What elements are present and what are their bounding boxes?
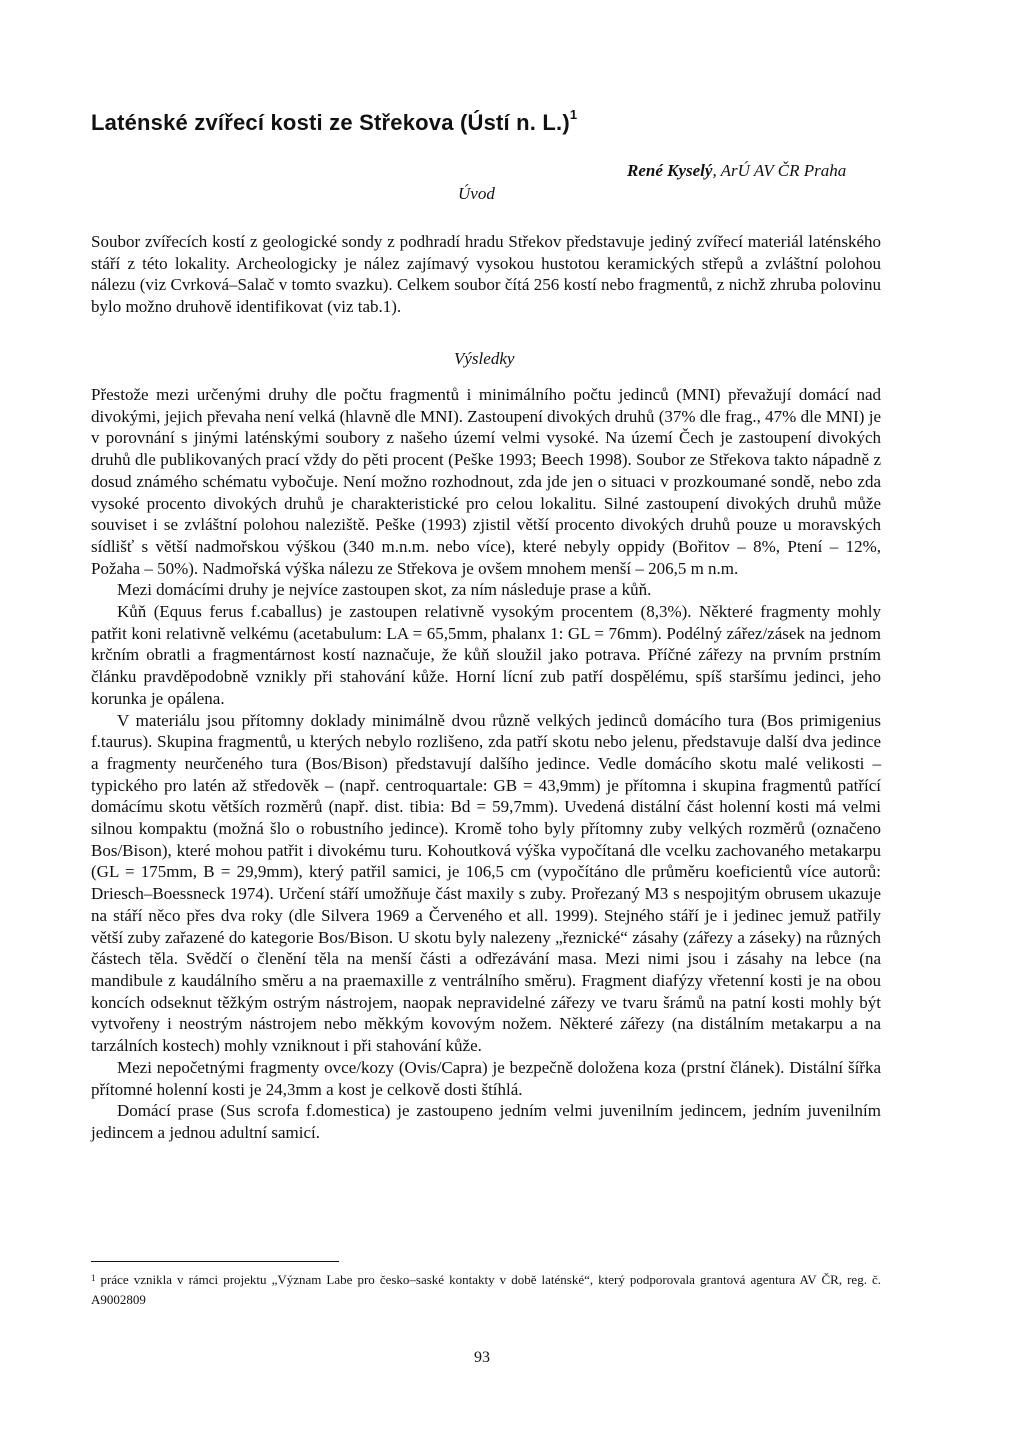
footnote-divider xyxy=(91,1261,339,1262)
paragraph: Soubor zvířecích kostí z geologické sondy z podhradí hradu Střekov představuje jediný zvířecí materiál laténského stáří z této lokality. Archeologicky je nález zajímavý vysokou hustotou keramických střepů a zvláštní polohou nálezu (viz Cvrková–Salač v tomto svazku). Celkem soubor čítá 256 kostí nebo fragmentů, z nichž zhruba polovinu bylo možno druhově identifikovat (viz tab.1). xyxy=(91,232,881,317)
footnote-mark: 1 xyxy=(91,1273,96,1283)
article-title xyxy=(91,107,578,136)
section-heading-vysledky: Výsledky xyxy=(454,349,515,368)
title-text: Laténské zvířecí kosti ze Střekova (Ústí n. L.) xyxy=(91,110,570,135)
author-line xyxy=(627,161,846,181)
title-footnote-mark: 1 xyxy=(569,107,578,122)
footnote-text: práce vznikla v rámci projektu „Význam Labe pro česko–saské kontakty v době laténské“, který podporovala grantová agentura AV ČR, reg. č. A9002809 xyxy=(91,1272,882,1307)
footnote xyxy=(91,1270,881,1310)
section-heading-uvod: Úvod xyxy=(458,184,495,203)
section-body-uvod xyxy=(91,231,881,318)
paragraph: Mezi domácími druhy je nejvíce zastoupen skot, za ním následuje prase a kůň. xyxy=(117,580,652,600)
paragraph: Kůň (Equus ferus f.caballus) je zastoupen relativně vysokým procentem (8,3%). Některé fragmenty mohly patřit koni relativně velkému (acetabulum: LA = 65,5mm, phalanx 1: GL = 76mm). Podélný zářez/zásek na jednom krčním obratli a fragmentárnost kostí naznačuje, že kůň sloužil jako potrava. Příčné zářezy na prvním prstním článku pravděpodobně vznikly při stahování kůže. Horní lícní zub patří dospělému, spíš staršímu jedinci, jeho korunka je opálena. xyxy=(91,602,881,708)
paragraph: Mezi nepočetnými fragmenty ovce/kozy (Ovis/Capra) je bezpečně doložena koza (prstní článek). Distální šířka přítomné holenní kosti je 24,3mm a kost je celkově dosti štíhlá. xyxy=(91,1057,881,1099)
author-name: René Kyselý xyxy=(627,161,713,180)
paragraph: Přestože mezi určenými druhy dle počtu fragmentů i minimálního počtu jedinců (MNI) převažují domácí nad divokými, jejich převaha není velká (hlavně dle MNI). Zastoupení divokých druhů (37% dle frag., 47% dle MNI) je v porovnání s jinými laténskými soubory z našeho území velmi vysoké. Na území Čech je zastoupení divokých druhů dle publikovaných prací vždy do pěti procent (Peške 1993; Beech 1998). Soubor ze Střekova takto nápadně z dosud známého schématu vybočuje. Není možno rozhodnout, zda jde jen o situaci v prozkoumané sondě, nebo zda vysoké procento divokých druhů je charakteristické pro celou lokalitu. Silné zastoupení divokých druhů může souviset i se zvláštní polohou naleziště. Peške (1993) zjistil větší procento divokých druhů pouze u moravských sídlišť s větší nadmořskou výškou (340 m.n.m. nebo více), které nebyly oppidy (Bořitov – 8%, Ptení – 12%, Požaha – 50%). Nadmořská výška nálezu ze Střekova je ovšem mnohem menší – 206,5 m n.m. xyxy=(91,385,881,578)
paragraph: Domácí prase (Sus scrofa f.domestica) je zastoupeno jedním velmi juvenilním jedincem, jedním juvenilním jedincem a jednou adultní samicí. xyxy=(91,1101,881,1142)
author-affiliation: , ArÚ AV ČR Praha xyxy=(712,161,847,180)
page-number: 93 xyxy=(474,1349,490,1366)
section-body-vysledky xyxy=(91,384,881,1144)
paragraph: V materiálu jsou přítomny doklady minimálně dvou různě velkých jedinců domácího tura (Bos primigenius f.taurus). Skupina fragmentů, u kterých nebylo rozlišeno, zda patří skotu nebo jelenu, představuje další dva jedince a fragmenty neurčeného tura (Bos/Bison) představují dalšího jedince. Vedle domácího skotu malé velikosti – typického pro latén až středověk – (např. centroquartale: GB = 43,9mm) je přítomna i skupina fragmentů patřící domácímu skotu větších rozměrů (např. dist. tibia: Bd = 59,7mm). Uvedená distální část holenní kosti má velmi silnou kompaktu (možná šlo o robustního jedince). Kromě toho byly přítomny zuby velkých rozměrů (označeno Bos/Bison), které mohou patřit i divokému turu. Kohoutková výška vypočítaná dle vcelku zachovaného metakarpu (GL = 175mm, B = 29,9mm), který patřil samici, je 106,5 cm (vypočítáno dle průměru koeficientů více autorů: Driesch–Boessneck 1974). Určení stáří umožňuje část maxily s zuby. Prořezaný M3 s nespojitým obrusem ukazuje na stáří něco přes dva roky (dle Silvera 1969 a Červeného et all. 1999). Stejného stáří je i jedinec jemuž patřily větší zuby zařazené do kategorie Bos/Bison. U skotu byly nalezeny „řeznické“ zásahy (zářezy a záseky) na různých částech těla. Svědčí o členění těla na menší části a odřezávání masa. Mezi nimi jsou i zásahy na lebce (na mandibule z kaudálního směru a na praemaxille z ventrálního směru). Fragment diafýzy vřetenní kosti je na obou koncích odseknut těžkým ostrým nástrojem, naopak nepravidelné zářezy ve tvaru šrámů na patní kosti mohly být vytvořeny i neostrým nástrojem nebo měkkým kovovým nožem. Některé zářezy (na distálním metakarpu a na tarzálních kostech) mohly vzniknout i při stahování kůže. xyxy=(91,710,881,1056)
